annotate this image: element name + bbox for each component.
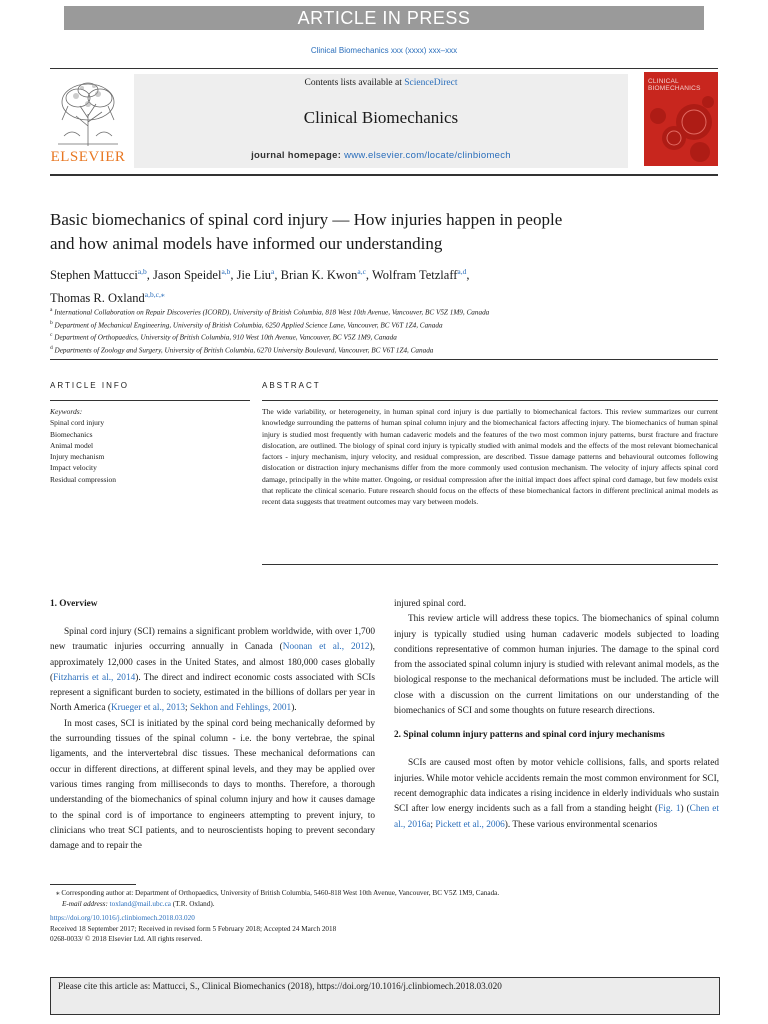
keyword-item: Biomechanics: [50, 429, 93, 439]
keyword-item: Animal model: [50, 440, 94, 450]
journal-reference[interactable]: Clinical Biomechanics xxx (xxxx) xxx–xxx: [310, 46, 458, 55]
citation-link[interactable]: Pickett et al., 2006: [435, 819, 505, 830]
cover-line-1: CLINICAL: [648, 78, 679, 85]
author-name[interactable]: Thomas R. Oxland: [50, 291, 145, 306]
text-run: ;: [185, 703, 190, 714]
cover-title: [648, 78, 701, 92]
text-run: ). These various environmental scenarios: [504, 819, 658, 830]
text-run: ).: [291, 703, 297, 714]
cover-line-2: BIOMECHANICS: [648, 85, 701, 92]
email-line: [50, 899, 718, 910]
journal-title: Clinical Biomechanics: [303, 108, 459, 127]
affiliation-text: Department of Mechanical Engineering, University of British Columbia, 6250 Applied Science Lane, Vancouver, BC V6T 1Z4, Canada: [54, 320, 443, 329]
figure-link[interactable]: Fig. 1: [658, 804, 681, 815]
article-title: [50, 208, 690, 256]
abstract-heading: ABSTRACT: [262, 381, 321, 390]
abstract-rule: [262, 400, 718, 401]
author-sep: ,: [230, 268, 237, 283]
affiliation-item: [50, 318, 718, 331]
email-suffix: (T.R. Oxland).: [170, 899, 215, 908]
title-line-2: and how animal models have informed our understanding: [50, 234, 443, 253]
text-run: ). The direct and indirect economic costs associated with SCIs represent a significant burden to society, estimated in the billions of dollars per year in North America (: [50, 672, 376, 714]
section-rule: [50, 359, 718, 360]
keyword-item: Residual compression: [50, 474, 117, 484]
author-name[interactable]: Stephen Mattucci: [50, 268, 138, 283]
affiliation-key: a: [50, 307, 53, 313]
text-run: Spinal cord injury (SCI) remains a significant problem worldwide, with over 1,700 new traumatic injuries occurring annually in Canada (: [50, 627, 375, 653]
elsevier-wordmark: ELSEVIER: [50, 149, 126, 165]
affiliation-text: Departments of Zoology and Surgery, University of British Columbia, 6270 University Boulevard, Vancouver, BC V6T 1Z4, Canada: [54, 346, 434, 355]
contents-available: [134, 78, 628, 88]
email-label: E-mail address:: [62, 899, 110, 908]
received-dates: Received 18 September 2017; Received in revised form 5 February 2018; Accepted 24 March 2018: [50, 924, 337, 933]
text-run: ) (: [680, 804, 690, 815]
author-affil-sup[interactable]: a: [271, 267, 275, 276]
doi-link[interactable]: https://doi.org/10.1016/j.clinbiomech.2018.03.020: [50, 914, 195, 923]
copyright: 0268-0033/ © 2018 Elsevier Ltd. All rights reserved.: [50, 935, 203, 944]
author-list: [50, 262, 718, 308]
header-rule-top: [50, 68, 718, 69]
footnotes: [50, 888, 718, 945]
citation-link[interactable]: Chen et al., 2016a: [394, 804, 719, 830]
paragraph: injured spinal cord.: [394, 599, 467, 609]
section-heading: 2. Spinal column injury patterns and spinal cord injury mechanisms: [394, 730, 665, 741]
article-info-heading: ARTICLE INFO: [50, 381, 129, 390]
affiliation-key: d: [50, 344, 53, 351]
abstract-rule-bottom: [262, 564, 718, 565]
corresponding-author-note: ⁎ Corresponding author at: Department of Orthopaedics, University of British Columbia, 5460-818 West 10th Avenue, Vancouver, BC V5Z 1M9, Canada.: [56, 889, 500, 897]
text-run: ), approximately 12,000 cases in the United States, and almost 180,000 cases globally (: [50, 642, 375, 683]
title-line-1: Basic biomechanics of spinal cord injury — How injuries happen in people: [50, 210, 563, 229]
keywords-block: [50, 406, 250, 485]
keyword-item: Injury mechanism: [50, 452, 105, 462]
author-name[interactable]: Brian K. Kwon: [280, 268, 358, 283]
homepage-label: journal homepage:: [251, 150, 345, 161]
abstract-text: The wide variability, or heterogeneity, in human spinal cord injury is due partially to biomechanical factors. This review summarizes our current knowledge surrounding the patterns of human spinal column injury and the biomechanical factors affecting injury. The biomechanics of human spinal injury is studied most frequently with human cadaveric models and the features of the two most common injury patterns, burst fracture and fracture dislocation, are outlined. The biology of spinal cord injury is typically studied with animal models and the effects of the most relevant biomechanical factors - injury mechanism, injury velocity, and residual compression, are described. Tissue damage patterns and behavioural outcomes following dislocation or distraction injury mechanisms differ from the more commonly used contusion mechanism. The velocity of injury affects spinal cord damage, principally in the white matter. Ongoing, or residual compression after the initial impact does affect spinal cord damage, but few models exist that replicate the clinical scenario. Future research should focus on the effects of these biomechanical factors in different preclinical animal models as recent data suggests that treatment outcomes may vary between models.: [262, 407, 718, 507]
affiliation-text: International Collaboration on Repair Discoveries (ICORD), University of British Columbia, 818 West 10th Avenue, Vancouver, BC V5Z 1M9, Canada: [54, 308, 490, 317]
author-sep: ,: [274, 268, 281, 283]
text-run: SCIs are caused most often by motor vehicle collisions, falls, and sports related injuries. While motor vehicle accidents remain the most common environment for SCI, recent demographic data indicates a rising incidence in elderly individuals who sustain SCI after low energy incidents such as a fall from a standing height (: [394, 758, 719, 815]
author-sep: ,: [365, 268, 372, 283]
author-affil-sup[interactable]: a,b: [137, 267, 147, 276]
citation-link[interactable]: Noonan et al., 2012: [282, 642, 370, 653]
text-run: ;: [430, 819, 436, 830]
body-column-left: [50, 598, 375, 854]
footnote-rule: [50, 884, 136, 885]
homepage-link[interactable]: www.elsevier.com/locate/clinbiomech: [344, 150, 511, 161]
affiliation-text: Department of Orthopaedics, University of British Columbia, 910 West 10th Avenue, Vancouver, BC V5Z 1M9, Canada: [54, 333, 397, 342]
keywords-rule: [50, 400, 250, 401]
section-heading: 1. Overview: [50, 599, 98, 609]
sciencedirect-link[interactable]: ScienceDirect: [404, 78, 458, 88]
author-name[interactable]: Wolfram Tetzlaff: [371, 268, 458, 283]
header-rule-bottom: [50, 174, 718, 176]
affiliation-key: b: [50, 319, 53, 326]
author-name[interactable]: Jie Liu: [236, 268, 272, 283]
affiliation-key: c: [50, 332, 53, 339]
affiliation-item: [50, 343, 718, 356]
author-name[interactable]: Jason Speidel: [153, 268, 222, 283]
keyword-item: Impact velocity: [50, 463, 97, 473]
author-affil-sup[interactable]: a,d: [457, 267, 467, 276]
author-affil-sup[interactable]: a,b,c,⁎: [144, 290, 165, 300]
keywords-label: Keywords:: [50, 407, 83, 416]
email-link[interactable]: toxland@mail.ubc.ca: [109, 899, 171, 908]
journal-homepage: [134, 150, 628, 161]
citation-link[interactable]: Fitzharris et al., 2014: [53, 672, 136, 683]
paragraph: [394, 756, 719, 832]
affiliation-item: [50, 305, 718, 318]
paragraph: In most cases, SCI is initiated by the spinal cord being mechanically deformed by the surrounding tissues of the spinal column - i.e. the bony vertebrae, the spinal ligaments, and the intervertebral disc tissues. These mechanical deformations can occur in different directions, at different spinal levels, and they may be applied over various times ranging from milliseconds to days to months. Therefore, a thorough understanding of the biomechanics of spinal column injury and how it causes damage to the spinal cord is of importance to engineers attempting to prevent injury, to clinicians who treat SCI patients, and to neuroscientists hoping to prevent secondary damage and to repair the: [50, 718, 375, 852]
cite-text[interactable]: Please cite this article as: Mattucci, S., Clinical Biomechanics (2018), https://doi.org/10.1016/j.clinbiomech.2018.03.020: [58, 981, 502, 991]
affiliations: [50, 305, 718, 355]
body-column-right: [394, 597, 719, 833]
citation-link[interactable]: Krueger et al., 2013: [110, 703, 186, 714]
citation-link[interactable]: Sekhon and Fehlings, 2001: [189, 703, 292, 714]
article-in-press-banner: ARTICLE IN PRESS: [64, 6, 704, 30]
contents-prefix: Contents lists available at: [304, 78, 405, 88]
author-affil-sup[interactable]: a,c: [357, 267, 366, 276]
affiliation-item: [50, 330, 718, 343]
paragraph: This review article will address these topics. The biomechanics of spinal column injury is typically studied using human cadaveric models subjected to loading conditions representative of common human injuries. The damage to the spinal cord from the associated spinal column injury is studied with relevant animal models, as the biological response to the mechanical deformations must be included. The article will close with a discussion on the current limitations on our understanding of the biomechanics of SCI and some thoughts on future research directions.: [394, 614, 719, 717]
paragraph: [50, 625, 375, 717]
author-affil-sup[interactable]: a,b: [221, 267, 231, 276]
keyword-item: Spinal cord injury: [50, 418, 105, 428]
author-sep: ,: [146, 268, 154, 283]
journal-cover-image[interactable]: [644, 72, 718, 166]
author-sep: ,: [466, 268, 470, 283]
